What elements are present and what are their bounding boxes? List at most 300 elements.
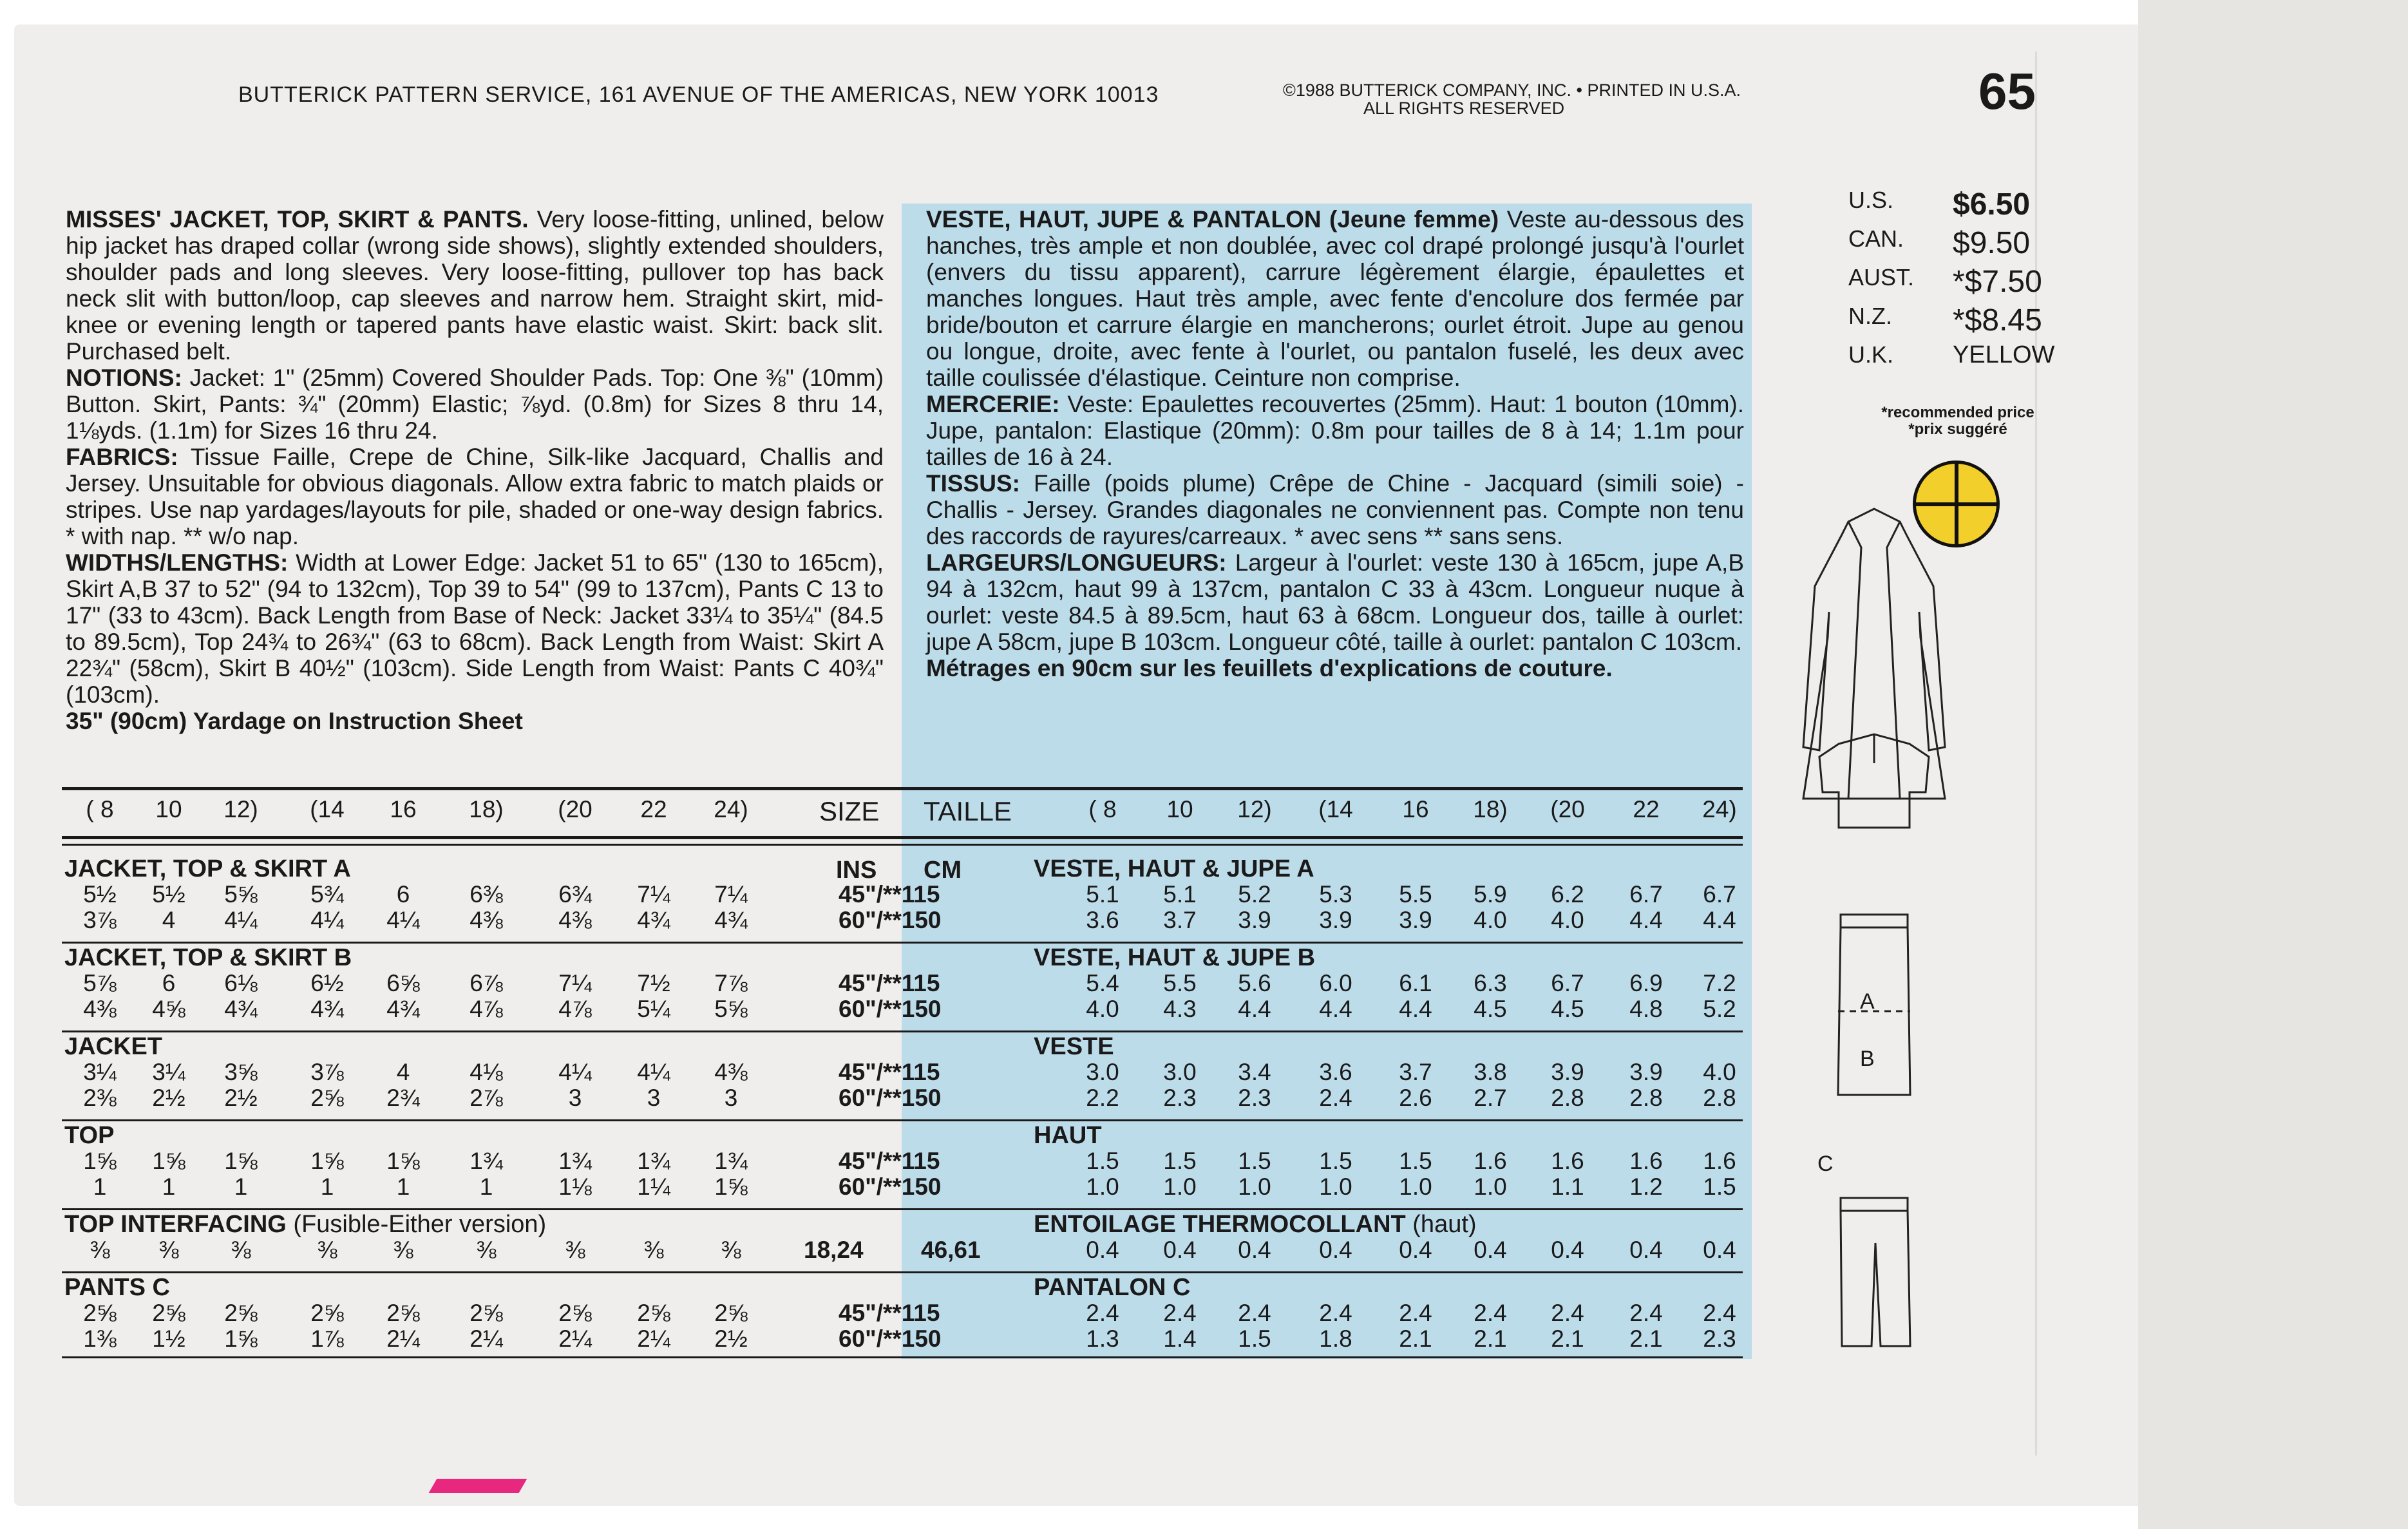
taille-header: 12) — [1237, 796, 1272, 822]
cell-meters: 1.0 — [1086, 1173, 1119, 1200]
cell-meters: 0.4 — [1399, 1237, 1432, 1263]
cell-inches: 2¾ — [386, 1085, 420, 1111]
cell-inches: 2⅝ — [83, 1300, 117, 1326]
cell-meters: 4.4 — [1238, 996, 1271, 1022]
cell-inches: 1⅝ — [224, 1325, 258, 1352]
cell-meters: 2.4 — [1238, 1300, 1271, 1326]
cell-meters: 3.7 — [1399, 1059, 1432, 1085]
cell-inches: 7¼ — [714, 881, 748, 907]
cell-inches: ⅜ — [565, 1237, 585, 1263]
price-label: U.K. — [1848, 341, 1894, 368]
price-value: $9.50 — [1953, 226, 2031, 260]
yardage-note: 35" (90cm) Yardage on Instruction Sheet — [66, 708, 523, 734]
price-row-us — [1848, 187, 2054, 225]
cell-meters: 3.0 — [1163, 1059, 1197, 1085]
price-label: U.S. — [1848, 187, 1894, 213]
widths-text: Width at Lower Edge: Jacket 51 to 65" (130 to 165cm), Skirt A,B 37 to 52" (94 to 132cm), Top 39 to 54" (99 to 137cm), Pants C 13 to 17" (33 to 43cm). Back Length from Base of Neck: Jacket 33¼ to 35¼" (84.5 to 89.5cm), Top 24¾ to 26¾" (63 to 68cm). Back Length from Waist: Skirt A 22¾" (58cm), Skirt B 40½" (103cm). Side Length from Waist: Pants C 40¾" (103cm). — [66, 549, 884, 708]
fabric-width-in: 18,24 — [804, 1237, 864, 1263]
cell-meters: 5.5 — [1163, 970, 1197, 996]
cell-meters: 2.4 — [1319, 1300, 1352, 1326]
cell-meters: 4.3 — [1163, 996, 1197, 1022]
cell-meters: 0.4 — [1163, 1237, 1197, 1263]
cell-inches: 6⅛ — [224, 970, 258, 996]
cell-inches: 4 — [162, 907, 176, 933]
tissus-label: TISSUS: — [926, 470, 1020, 497]
cell-inches: ⅜ — [476, 1237, 497, 1263]
fabric-width: 60"/**150 — [839, 1085, 942, 1111]
pink-mark — [429, 1479, 527, 1493]
fabric-width: 60"/**150 — [839, 907, 942, 933]
cell-meters: 3.7 — [1163, 907, 1197, 933]
group-title-fr: VESTE, HAUT & JUPE B — [1034, 944, 1316, 971]
cell-meters: 1.0 — [1474, 1173, 1507, 1200]
cell-meters: 1.5 — [1238, 1325, 1271, 1352]
cell-inches: 5⅝ — [224, 881, 258, 907]
cell-meters: 2.1 — [1399, 1325, 1432, 1352]
taille-header: (14 — [1318, 796, 1353, 822]
recommended-price-note — [1861, 404, 2054, 438]
table-bottom-rule — [62, 1356, 1743, 1358]
group-rule — [62, 1271, 1743, 1273]
price-value: $6.50 — [1953, 187, 2031, 222]
company-address: BUTTERICK PATTERN SERVICE, 161 AVENUE OF THE AMERICAS, NEW YORK 10013 — [238, 82, 1159, 107]
cell-inches: 4⅜ — [714, 1059, 748, 1085]
cell-inches: 2⅝ — [469, 1300, 503, 1326]
cm-label: CM — [924, 857, 962, 884]
cell-inches: 1⅝ — [224, 1148, 258, 1174]
fabric-width: 45"/**115 — [839, 1300, 940, 1326]
cell-inches: ⅜ — [643, 1237, 664, 1263]
cell-inches: ⅜ — [721, 1237, 741, 1263]
cell-inches: 5½ — [152, 881, 185, 907]
french-description — [926, 206, 1744, 681]
cell-inches: 1⅝ — [152, 1148, 185, 1174]
cell-inches: 3⅝ — [224, 1059, 258, 1085]
cell-meters: 4.4 — [1703, 907, 1736, 933]
cell-meters: 5.1 — [1163, 881, 1197, 907]
cell-inches: ⅜ — [317, 1237, 337, 1263]
view-label-a: A — [1860, 989, 1875, 1014]
cell-inches: 1½ — [152, 1325, 185, 1352]
fabrics-label: FABRICS: — [66, 444, 178, 470]
size-header: 24) — [714, 796, 748, 822]
cell-inches: 4¼ — [310, 907, 344, 933]
cell-meters: 2.4 — [1163, 1300, 1197, 1326]
cell-inches: 4⅞ — [469, 996, 503, 1022]
cell-meters: 3.4 — [1238, 1059, 1271, 1085]
size-header: 22 — [640, 796, 667, 822]
cell-meters: 2.4 — [1399, 1300, 1432, 1326]
cell-meters: 6.1 — [1399, 970, 1432, 996]
cell-inches: ⅜ — [90, 1237, 110, 1263]
cell-meters: 1.2 — [1629, 1173, 1663, 1200]
cell-inches: 2½ — [224, 1085, 258, 1111]
cell-meters: 3.9 — [1629, 1059, 1663, 1085]
taille-header: 24) — [1702, 796, 1737, 822]
group-title-fr: PANTALON C — [1034, 1274, 1191, 1301]
garment-sketches — [1752, 502, 1996, 1385]
pants-sketch-icon — [1841, 1198, 1910, 1346]
cell-inches: 2⅞ — [469, 1085, 503, 1111]
cell-inches: 4¼ — [637, 1059, 670, 1085]
size-header: (14 — [310, 796, 345, 822]
cell-meters: 1.6 — [1629, 1148, 1663, 1174]
cell-inches: 2⅝ — [310, 1085, 344, 1111]
cell-inches: 7½ — [637, 970, 670, 996]
price-list — [1848, 187, 2054, 380]
cell-inches: 5⅝ — [714, 996, 748, 1022]
taille-header: 22 — [1633, 796, 1660, 822]
largeurs-label: LARGEURS/LONGUEURS: — [926, 549, 1227, 576]
cell-inches: 2⅝ — [224, 1300, 258, 1326]
cell-inches: 1¾ — [469, 1148, 503, 1174]
cell-meters: 2.3 — [1163, 1085, 1197, 1111]
taille-header: 16 — [1402, 796, 1429, 822]
cell-inches: 4¾ — [714, 907, 748, 933]
fabric-width: 45"/**115 — [839, 881, 940, 907]
cell-inches: 6 — [162, 970, 176, 996]
size-label: SIZE — [819, 796, 880, 826]
fabric-width: 45"/**115 — [839, 1148, 940, 1174]
largeurs-text: Largeur à l'ourlet: veste 130 à 165cm, jupe A,B 94 à 132cm, haut 99 à 137cm, pantalon C 33 à 43cm. Longueur nuque à ourlet: veste 84.5 à 89.5cm, haut 63 à 68cm. Longueur dos, taille à ourlet: jupe A 58cm, jupe B 103cm. Longueur côté, taille à ourlet: pantalon C 103cm. — [926, 549, 1745, 655]
cell-meters: 1.5 — [1086, 1148, 1119, 1174]
cell-meters: 5.6 — [1238, 970, 1271, 996]
cell-meters: 5.2 — [1703, 996, 1736, 1022]
fabric-width: 45"/**115 — [839, 1059, 940, 1085]
cell-inches: 7¼ — [637, 881, 670, 907]
cell-meters: 2.8 — [1629, 1085, 1663, 1111]
cell-inches: 7⅞ — [714, 970, 748, 996]
cell-inches: 2½ — [714, 1325, 748, 1352]
cell-meters: 4.5 — [1551, 996, 1584, 1022]
widths-label: WIDTHS/LENGTHS: — [66, 549, 289, 576]
cell-meters: 3.9 — [1551, 1059, 1584, 1085]
cell-inches: 1 — [234, 1173, 248, 1200]
cell-inches: 2¼ — [469, 1325, 503, 1352]
cell-inches: 5¼ — [637, 996, 670, 1022]
cell-meters: 4.0 — [1086, 996, 1119, 1022]
cell-meters: 5.4 — [1086, 970, 1119, 996]
cell-inches: 1 — [396, 1173, 410, 1200]
cell-meters: 1.0 — [1163, 1173, 1197, 1200]
price-value: YELLOW — [1953, 341, 2055, 368]
cell-inches: 2¼ — [637, 1325, 670, 1352]
recommended-fr: *prix suggéré — [1908, 421, 2007, 438]
header-rule-2 — [62, 844, 1743, 846]
cell-meters: 4.4 — [1399, 996, 1432, 1022]
cell-inches: 4¾ — [224, 996, 258, 1022]
cell-inches: 1⅝ — [386, 1148, 420, 1174]
notions-label: NOTIONS: — [66, 365, 182, 391]
cell-inches: 4¾ — [637, 907, 670, 933]
cell-inches: 4¼ — [224, 907, 258, 933]
notions-text: Jacket: 1" (25mm) Covered Shoulder Pads. Top: One ⅜" (10mm) Button. Skirt, Pants: ¾" (20mm) Elastic; ⅞yd. (0.8m) for Sizes 8 thru 14, 1⅛yds. (1.1m) for Sizes 16 thru 24. — [66, 365, 884, 444]
size-header: 12) — [223, 796, 258, 822]
price-label: N.Z. — [1848, 303, 1892, 329]
cell-meters: 4.5 — [1474, 996, 1507, 1022]
cell-meters: 1.0 — [1319, 1173, 1352, 1200]
cell-meters: 1.6 — [1551, 1148, 1584, 1174]
recommended-en: *recommended price — [1881, 404, 2034, 421]
cell-inches: 1¾ — [714, 1148, 748, 1174]
cell-meters: 0.4 — [1238, 1237, 1271, 1263]
cell-inches: 5¾ — [310, 881, 344, 907]
cell-inches: 4⅝ — [152, 996, 185, 1022]
cell-inches: 4⅜ — [469, 907, 503, 933]
cell-inches: 6⅝ — [386, 970, 420, 996]
group-title-en: PANTS C — [64, 1274, 170, 1301]
cell-meters: 1.0 — [1399, 1173, 1432, 1200]
cell-inches: 6¾ — [558, 881, 592, 907]
cell-meters: 2.2 — [1086, 1085, 1119, 1111]
cell-meters: 6.3 — [1474, 970, 1507, 996]
fabrics-text: Tissue Faille, Crepe de Chine, Silk-like Jacquard, Challis and Jersey. Unsuitable for obvious diagonals. Allow extra fabric to match plaids or stripes. Use nap yardages/layouts for pile, shaded or one-way design fabrics. * with nap. ** w/o nap. — [66, 444, 884, 549]
cell-meters: 4.4 — [1319, 996, 1352, 1022]
cell-meters: 0.4 — [1474, 1237, 1507, 1263]
cell-inches: 1¾ — [558, 1148, 592, 1174]
price-label: AUST. — [1848, 264, 1915, 290]
cell-meters: 2.3 — [1703, 1325, 1736, 1352]
cell-inches: 1⅝ — [310, 1148, 344, 1174]
pattern-number: 65 — [1978, 62, 2036, 120]
price-row-aust — [1848, 264, 2054, 303]
group-title-fr: VESTE, HAUT & JUPE A — [1034, 855, 1314, 882]
cell-inches: 3 — [724, 1085, 738, 1111]
group-title-en-suffix: (Fusible-Either version) — [286, 1211, 547, 1238]
cell-inches: 6⅞ — [469, 970, 503, 996]
price-value: *$7.50 — [1953, 265, 2042, 299]
cell-inches: 3⅞ — [310, 1059, 344, 1085]
price-row-uk — [1848, 341, 2054, 380]
cell-meters: 4.8 — [1629, 996, 1663, 1022]
ins-label: INS — [836, 857, 877, 884]
fabric-width: 60"/**150 — [839, 996, 942, 1022]
cell-meters: 2.4 — [1474, 1300, 1507, 1326]
cell-inches: 1⅜ — [83, 1325, 117, 1352]
cell-meters: 0.4 — [1703, 1237, 1736, 1263]
cell-meters: 3.9 — [1399, 907, 1432, 933]
cell-meters: 3.6 — [1086, 907, 1119, 933]
fabric-width: 60"/**150 — [839, 1325, 942, 1352]
cell-meters: 7.2 — [1703, 970, 1736, 996]
cell-inches: 1¼ — [637, 1173, 670, 1200]
cell-meters: 0.4 — [1319, 1237, 1352, 1263]
cell-inches: ⅜ — [393, 1237, 413, 1263]
cell-meters: 3.9 — [1238, 907, 1271, 933]
cell-inches: 1 — [93, 1173, 107, 1200]
taille-header: (20 — [1550, 796, 1585, 822]
mercerie-label: MERCERIE: — [926, 391, 1060, 417]
cell-inches: 4¼ — [386, 907, 420, 933]
cell-inches: 1 — [320, 1173, 334, 1200]
cell-meters: 0.4 — [1551, 1237, 1584, 1263]
cell-inches: 2¼ — [386, 1325, 420, 1352]
cell-inches: 6⅜ — [469, 881, 503, 907]
cell-inches: ⅜ — [231, 1237, 251, 1263]
cell-inches: 3¼ — [152, 1059, 185, 1085]
cell-meters: 0.4 — [1629, 1237, 1663, 1263]
envelope-flap — [2138, 0, 2408, 1529]
group-rule — [62, 942, 1743, 944]
cell-meters: 2.4 — [1703, 1300, 1736, 1326]
cell-inches: 2⅝ — [637, 1300, 670, 1326]
cell-meters: 3.9 — [1319, 907, 1352, 933]
fabric-width: 60"/**150 — [839, 1173, 942, 1200]
english-description — [66, 206, 884, 734]
cell-meters: 5.1 — [1086, 881, 1119, 907]
cell-inches: 6½ — [310, 970, 344, 996]
cell-inches: 3 — [647, 1085, 661, 1111]
group-rule — [62, 1030, 1743, 1032]
cell-meters: 6.9 — [1629, 970, 1663, 996]
cell-meters: 0.4 — [1086, 1237, 1119, 1263]
taille-header: ( 8 — [1088, 796, 1117, 822]
group-title-fr: HAUT — [1034, 1122, 1102, 1149]
price-label: CAN. — [1848, 225, 1904, 252]
size-header: (20 — [558, 796, 593, 822]
metrages-note: Métrages en 90cm sur les feuillets d'explications de couture. — [926, 655, 1613, 681]
cell-meters: 1.6 — [1474, 1148, 1507, 1174]
cell-meters: 2.8 — [1703, 1085, 1736, 1111]
copyright-block — [1283, 81, 1741, 117]
cell-meters: 2.8 — [1551, 1085, 1584, 1111]
cell-meters: 1.5 — [1703, 1173, 1736, 1200]
french-desc-text: Veste au-dessous des hanches, très ample et non doublée, avec col drapé prolongé jusqu'à l'ourlet (envers du tissu apparent), carrure légèrement élargie, épaulettes et manches longues. Haut très ample, avec fente d'encolure dos fermée par bride/bouton et carrure élargie en mancherons; ourlet étroit. Jupe au genou ou longue, droite, avec fente à l'ourlet, ou pantalon fuselé, les deux avec taille coulissée d'élastique. Ceinture non comprise. — [926, 206, 1745, 391]
cell-meters: 4.4 — [1629, 907, 1663, 933]
cell-inches: 3¼ — [83, 1059, 117, 1085]
cell-inches: 2⅝ — [152, 1300, 185, 1326]
group-rule — [62, 1119, 1743, 1121]
price-value: *$8.45 — [1953, 303, 2042, 337]
header-rule-1 — [62, 836, 1743, 839]
group-title-en: JACKET, TOP & SKIRT A — [64, 855, 351, 882]
cell-inches: 1 — [162, 1173, 176, 1200]
top-sketch-icon — [1819, 734, 1929, 828]
cell-meters: 5.9 — [1474, 881, 1507, 907]
cell-meters: 5.3 — [1319, 881, 1352, 907]
group-title-en: TOP — [64, 1122, 115, 1149]
taille-header: 10 — [1166, 796, 1193, 822]
cell-meters: 3.8 — [1474, 1059, 1507, 1085]
cell-meters: 3.0 — [1086, 1059, 1119, 1085]
cell-meters: 4.0 — [1551, 907, 1584, 933]
french-title: VESTE, HAUT, JUPE & PANTALON (Jeune femme) — [926, 206, 1499, 233]
cell-inches: 6 — [396, 881, 410, 907]
cell-meters: 2.3 — [1238, 1085, 1271, 1111]
cell-meters: 2.4 — [1086, 1300, 1119, 1326]
cell-meters: 5.5 — [1399, 881, 1432, 907]
cell-meters: 1.5 — [1399, 1148, 1432, 1174]
size-header: 10 — [155, 796, 182, 822]
cell-meters: 1.0 — [1238, 1173, 1271, 1200]
cell-meters: 2.4 — [1551, 1300, 1584, 1326]
group-title-fr: VESTE — [1034, 1033, 1114, 1060]
fabric-width: 45"/**115 — [839, 970, 940, 996]
cell-inches: 1⅞ — [310, 1325, 344, 1352]
view-label-b: B — [1860, 1047, 1875, 1071]
cell-inches: 3 — [568, 1085, 582, 1111]
taille-header: 18) — [1473, 796, 1508, 822]
cell-inches: 4¼ — [558, 1059, 592, 1085]
cell-inches: 2¼ — [558, 1325, 592, 1352]
cell-meters: 2.4 — [1319, 1085, 1352, 1111]
cell-meters: 1.3 — [1086, 1325, 1119, 1352]
cell-inches: 2⅝ — [714, 1300, 748, 1326]
size-header: 16 — [390, 796, 417, 822]
cell-inches: 4⅛ — [469, 1059, 503, 1085]
cell-meters: 2.4 — [1629, 1300, 1663, 1326]
cell-meters: 6.0 — [1319, 970, 1352, 996]
cell-inches: 2⅜ — [83, 1085, 117, 1111]
cell-inches: 3⅞ — [83, 907, 117, 933]
cell-meters: 4.0 — [1703, 1059, 1736, 1085]
cell-meters: 6.7 — [1551, 970, 1584, 996]
fabric-width-cm: 46,61 — [921, 1237, 981, 1263]
price-row-can — [1848, 225, 2054, 264]
cell-meters: 2.1 — [1474, 1325, 1507, 1352]
group-title-en: TOP INTERFACING (Fusible-Either version) — [64, 1211, 547, 1238]
cell-meters: 1.5 — [1238, 1148, 1271, 1174]
cell-inches: 2½ — [152, 1085, 185, 1111]
cell-inches: 2⅝ — [558, 1300, 592, 1326]
cell-inches: 5½ — [83, 881, 117, 907]
tissus-text: Faille (poids plume) Crêpe de Chine - Jacquard (simili soie) - Challis - Jersey. Grandes diagonales ne conviennent pas. Compte non tenu des raccords de rayures/carreaux. * avec sens ** sans sens. — [926, 470, 1745, 549]
mercerie-text: Veste: Epaulettes recouvertes (25mm). Haut: 1 bouton (10mm). Jupe, pantalon: Elastique (20mm): 0.8m pour tailles de 8 à 14; 1.1m pour tailles de 16 à 24. — [926, 391, 1744, 470]
cell-inches: 4¾ — [386, 996, 420, 1022]
cell-meters: 1.4 — [1163, 1325, 1197, 1352]
cell-inches: 1 — [479, 1173, 493, 1200]
view-label-c: C — [1817, 1152, 1834, 1176]
price-row-nz — [1848, 303, 2054, 341]
size-header: 18) — [469, 796, 504, 822]
cell-inches: 5⅞ — [83, 970, 117, 996]
cell-meters: 1.5 — [1319, 1148, 1352, 1174]
cell-meters: 2.1 — [1629, 1325, 1663, 1352]
cell-meters: 3.6 — [1319, 1059, 1352, 1085]
cell-meters: 6.2 — [1551, 881, 1584, 907]
cell-meters: 2.6 — [1399, 1085, 1432, 1111]
cell-inches: 4¾ — [310, 996, 344, 1022]
cell-inches: 4 — [396, 1059, 410, 1085]
cell-meters: 1.6 — [1703, 1148, 1736, 1174]
cell-meters: 1.5 — [1163, 1148, 1197, 1174]
cell-meters: 4.0 — [1474, 907, 1507, 933]
cell-meters: 2.7 — [1474, 1085, 1507, 1111]
rights-text: ALL RIGHTS RESERVED — [1363, 99, 1565, 118]
english-desc-text: Very loose-fitting, unlined, below hip jacket has draped collar (wrong side shows), slightly extended shoulders, shoulder pads and long sleeves. Very loose-fitting, pullover top has back neck slit with button/loop, cap sleeves and narrow hem. Straight skirt, mid-knee or evening length or tapered pants have elastic waist. Skirt: back slit. Purchased belt. — [66, 206, 884, 365]
cell-meters: 2.1 — [1551, 1325, 1584, 1352]
cell-inches: 1⅝ — [714, 1173, 748, 1200]
group-title-en: JACKET, TOP & SKIRT B — [64, 944, 352, 971]
cell-inches: 4⅜ — [83, 996, 117, 1022]
copyright-text: ©1988 BUTTERICK COMPANY, INC. • PRINTED IN U.S.A. — [1283, 81, 1741, 100]
group-title-fr: ENTOILAGE THERMOCOLLANT (haut) — [1034, 1211, 1477, 1238]
cell-inches: 2⅝ — [386, 1300, 420, 1326]
cell-meters: 1.1 — [1551, 1173, 1584, 1200]
cell-meters: 5.2 — [1238, 881, 1271, 907]
cell-inches: 4⅜ — [558, 907, 592, 933]
cell-inches: 1⅝ — [83, 1148, 117, 1174]
group-rule — [62, 1208, 1743, 1210]
cell-inches: ⅜ — [158, 1237, 179, 1263]
taille-label: TAILLE — [924, 796, 1012, 826]
cell-meters: 6.7 — [1703, 881, 1736, 907]
size-header: ( 8 — [86, 796, 114, 822]
cell-meters: 6.7 — [1629, 881, 1663, 907]
group-title-fr-suffix: (haut) — [1405, 1211, 1477, 1238]
cell-inches: 1¾ — [637, 1148, 670, 1174]
group-title-en: JACKET — [64, 1033, 163, 1060]
